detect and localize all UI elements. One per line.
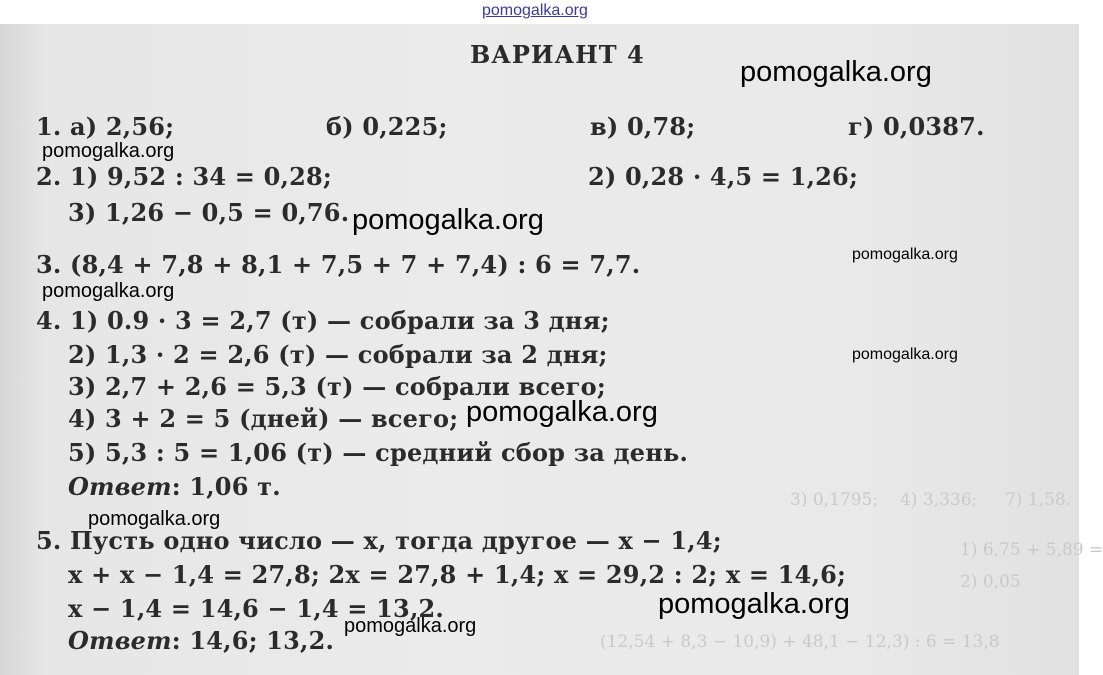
answer-value: : 14,6; 13,2. — [171, 626, 335, 655]
answer-4-step5: 5) 5,3 : 5 = 1,06 (т) — средний сбор за день. — [68, 438, 689, 467]
header-link[interactable]: pomogalka.org — [482, 2, 588, 19]
bleed-text: 4) 3,336; — [900, 490, 978, 510]
bleed-text: 3) 0,1795; — [790, 490, 879, 510]
watermark: pomogalka.org — [344, 615, 477, 637]
answer-3: 3. (8,4 + 7,8 + 8,1 + 7,5 + 7 + 7,4) : 6 = 7,7. — [36, 250, 641, 279]
answer-4-step1: 4. 1) 0.9 · 3 = 2,7 (т) — собрали за 3 дня; — [36, 306, 610, 335]
bleed-text: 1) 6,75 + 5,89 = — [960, 540, 1103, 560]
watermark: pomogalka.org — [466, 396, 658, 428]
answer-2-step1: 2. 1) 9,52 : 34 = 0,28; — [36, 162, 332, 191]
answer-5-result — [68, 626, 334, 655]
answer-label: Ответ — [68, 472, 172, 501]
answer-4-result — [68, 472, 281, 501]
watermark: pomogalka.org — [740, 56, 932, 88]
watermark: pomogalka.org — [352, 204, 544, 236]
answer-5-check: x − 1,4 = 14,6 − 1,4 = 13,2. — [68, 594, 444, 623]
answer-4-step3: 3) 2,7 + 2,6 = 5,3 (т) — собрали всего; — [68, 372, 606, 401]
answer-value: : 1,06 т. — [171, 472, 281, 501]
bleed-text: 7) 1,58. — [1005, 490, 1072, 510]
answer-5-intro: 5. Пусть одно число — x, тогда другое — x − 1,4; — [36, 526, 722, 555]
answer-1b: б) 0,225; — [326, 112, 448, 141]
answer-2-step3: 3) 1,26 − 0,5 = 0,76. — [68, 198, 350, 227]
answer-5-equation: x + x − 1,4 = 27,8; 2x = 27,8 + 1,4; x = 29,2 : 2; x = 14,6; — [68, 560, 847, 589]
answer-1c: в) 0,78; — [590, 112, 696, 141]
answer-4-step2: 2) 1,3 · 2 = 2,6 (т) — собрали за 2 дня; — [68, 340, 608, 369]
watermark: pomogalka.org — [852, 346, 958, 363]
bleed-text: 2) 0,05 — [960, 572, 1021, 592]
bleed-text: (12,54 + 8,3 − 10,9) + 48,1 − 12,3) : 6 = 13,8 — [600, 632, 1000, 652]
page-title: ВАРИАНТ 4 — [470, 40, 645, 69]
watermark: pomogalka.org — [88, 508, 221, 530]
watermark: pomogalka.org — [42, 140, 175, 162]
answer-4-step4: 4) 3 + 2 = 5 (дней) — всего; — [68, 404, 459, 433]
watermark: pomogalka.org — [42, 280, 175, 302]
watermark: pomogalka.org — [658, 588, 850, 620]
answer-1d: г) 0,0387. — [848, 112, 985, 141]
watermark: pomogalka.org — [852, 246, 958, 263]
answer-1a: 1. а) 2,56; — [36, 112, 175, 141]
answer-2-step2: 2) 0,28 · 4,5 = 1,26; — [588, 162, 859, 191]
answer-label: Ответ — [68, 626, 172, 655]
